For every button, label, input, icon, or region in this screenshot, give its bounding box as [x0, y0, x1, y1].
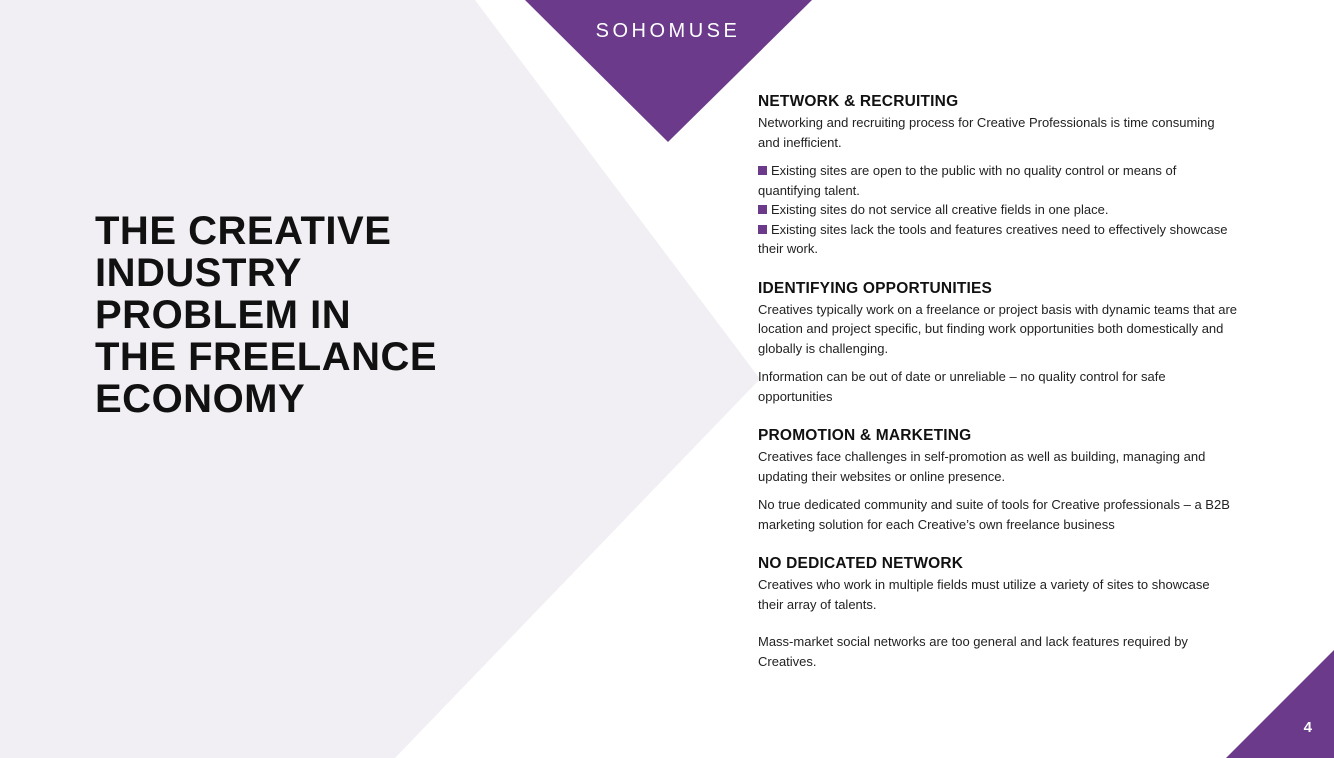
section-title: PROMOTION & MARKETING	[758, 427, 972, 444]
page-title	[95, 210, 437, 420]
content-column	[758, 92, 1238, 685]
section-paragraph: Creatives face challenges in self-promotion as well as building, managing and updating their websites or online presence.	[758, 449, 1206, 484]
bullet-list	[758, 161, 1238, 259]
section-title: IDENTIFYING OPPORTUNITIES	[758, 279, 993, 297]
page-number: 4	[1303, 719, 1312, 736]
section-paragraph: No true dedicated community and suite of tools for Creative professionals – a B2B marketing solution for each Creative’s own freelance business	[758, 497, 1230, 532]
title-line: THE FREELANCE	[95, 335, 438, 379]
square-bullet-icon	[758, 205, 767, 214]
section-no-dedicated-network	[758, 554, 1238, 671]
title-line: PROBLEM IN	[95, 293, 352, 337]
title-line: THE CREATIVE	[95, 209, 392, 253]
section-paragraph: Networking and recruiting process for Creative Professionals is time consuming and inefficient.	[758, 115, 1215, 150]
bullet-item: Existing sites lack the tools and features creatives need to effectively showcase their work.	[758, 221, 1228, 256]
section-paragraph: Creatives who work in multiple fields must utilize a variety of sites to showcase their array of talents.	[758, 577, 1210, 612]
section-network-recruiting	[758, 92, 1238, 259]
bullet-item: Existing sites are open to the public with no quality control or means of quantifying talent.	[758, 163, 1177, 198]
section-promotion-marketing	[758, 426, 1238, 534]
square-bullet-icon	[758, 225, 767, 234]
section-paragraph: Mass-market social networks are too general and lack features required by Creatives.	[758, 634, 1188, 669]
title-line: INDUSTRY	[95, 251, 302, 295]
purple-corner-triangle	[1226, 650, 1334, 758]
section-identifying-opportunities	[758, 279, 1238, 407]
section-paragraph: Information can be out of date or unreliable – no quality control for safe opportunities	[758, 369, 1166, 404]
title-line: ECONOMY	[95, 377, 306, 421]
section-paragraph: Creatives typically work on a freelance or project basis with dynamic teams that are location and project specific, but finding work opportunities both domestically and globally is challenging.	[758, 301, 1238, 356]
brand-logo-text: SOHOMUSE	[595, 20, 741, 42]
bullet-item: Existing sites do not service all creative fields in one place.	[758, 200, 1238, 220]
section-title: NO DEDICATED NETWORK	[758, 555, 964, 572]
square-bullet-icon	[758, 166, 767, 175]
section-title: NETWORK & RECRUITING	[758, 93, 959, 110]
